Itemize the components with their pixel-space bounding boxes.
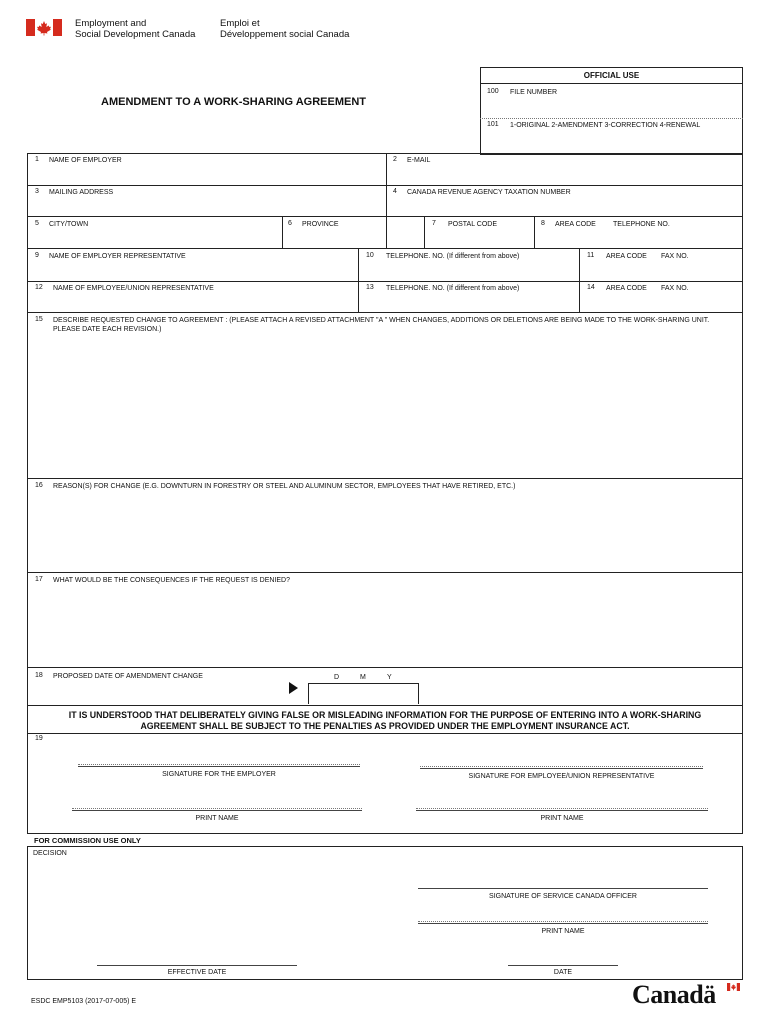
date-label: DATE: [553, 969, 573, 976]
decision-label: DECISION: [33, 850, 67, 857]
postal-code-label: POSTAL CODE: [448, 221, 498, 228]
file-number-field[interactable]: [510, 98, 735, 116]
union-telephone-field[interactable]: [384, 294, 574, 311]
city-label: CITY/TOWN: [49, 221, 89, 228]
email-label: E-MAIL: [407, 157, 431, 164]
field-number-16: 16: [35, 482, 43, 489]
telephone-field[interactable]: [554, 230, 738, 247]
rep-fax-field[interactable]: [604, 262, 738, 279]
field-number-1: 1: [35, 156, 39, 163]
mailing-address-field[interactable]: [48, 198, 378, 215]
official-use-title: OFFICIAL USE: [583, 71, 640, 80]
email-field[interactable]: [406, 166, 736, 183]
department-name-fr: [220, 18, 349, 40]
flag-icon: [727, 983, 740, 991]
employee-print-name-label: PRINT NAME: [540, 815, 584, 822]
form-title: AMENDMENT TO A WORK-SHARING AGREEMENT: [101, 96, 367, 108]
officer-print-name-label: PRINT NAME: [541, 928, 585, 935]
canada-wordmark: [632, 980, 742, 1010]
field-number-8: 8: [541, 220, 545, 227]
employer-rep-field[interactable]: [48, 262, 354, 279]
dept-en-line1: Employment and: [75, 18, 147, 29]
tax-number-field[interactable]: [406, 198, 736, 215]
effective-date-line[interactable]: [97, 965, 297, 966]
employer-name-label: NAME OF EMPLOYER: [49, 157, 122, 164]
employer-name-field[interactable]: [48, 166, 378, 183]
day-label: D: [334, 674, 340, 681]
area-code-label: AREA CODE: [555, 221, 596, 228]
field-number-10: 10: [366, 252, 374, 259]
field-number-3: 3: [35, 188, 39, 195]
month-label: M: [360, 674, 366, 681]
field-number-100: 100: [487, 88, 499, 95]
rep-area-code-label: AREA CODE: [606, 253, 647, 260]
employee-signature-label: SIGNATURE FOR EMPLOYEE/UNION REPRESENTATIVE: [468, 773, 655, 780]
dept-fr-line2: Développement social Canada: [220, 29, 350, 40]
field-number-18: 18: [35, 672, 43, 679]
employer-print-name-line[interactable]: [72, 810, 362, 811]
field-number-11: 11: [587, 252, 595, 259]
year-label: Y: [387, 674, 392, 681]
rep-telephone-label: TELEPHONE. NO. (If different from above): [386, 253, 520, 260]
officer-signature-label: SIGNATURE OF SERVICE CANADA OFFICER: [489, 893, 637, 900]
date-line[interactable]: [508, 965, 618, 966]
effective-date-label: EFFECTIVE DATE: [167, 969, 227, 976]
agreement-type-label: 1-ORIGINAL 2-AMENDMENT 3-CORRECTION 4-RENEWAL: [510, 122, 701, 129]
field-number-12: 12: [35, 284, 43, 291]
field-number-9: 9: [35, 252, 39, 259]
department-name-en: [75, 18, 195, 40]
city-field[interactable]: [48, 230, 278, 247]
employer-rep-label: NAME OF EMPLOYER REPRESENTATIVE: [49, 253, 186, 260]
province-field[interactable]: [302, 230, 420, 247]
rep-fax-label: FAX NO.: [661, 253, 689, 260]
proposed-date-label: PROPOSED DATE OF AMENDMENT CHANGE: [53, 673, 203, 680]
tax-number-label: CANADA REVENUE AGENCY TAXATION NUMBER: [407, 189, 571, 196]
field-number-14: 14: [587, 284, 595, 291]
mailing-address-label: MAILING ADDRESS: [49, 189, 114, 196]
warning-statement: IT IS UNDERSTOOD THAT DELIBERATELY GIVING FALSE OR MISLEADING INFORMATION FOR THE PURPOSE OF ENTERING INTO A WORK-SHARING AGREEMENT SHALL BE SUBJECT TO THE PENALTIES AS PROVIDED UNDER THE EMPLOYMENT INSURANCE ACT.: [68, 710, 702, 731]
union-area-code-label: AREA CODE: [606, 285, 647, 292]
field-number-13: 13: [366, 284, 374, 291]
dept-fr-line1: Emploi et: [220, 18, 260, 29]
commission-use-title: FOR COMMISSION USE ONLY: [34, 836, 141, 845]
arrow-right-icon: [289, 682, 298, 694]
field-number-15: 15: [35, 316, 43, 323]
proposed-date-field[interactable]: [308, 683, 419, 704]
consequences-field[interactable]: [48, 588, 738, 663]
reasons-label: REASON(S) FOR CHANGE (E.G. DOWNTURN IN FORESTRY OR STEEL AND ALUMINUM SECTOR, EMPLOYEES THAT HAVE RETIRED, ETC.): [53, 483, 516, 490]
requested-change-label: DESCRIBE REQUESTED CHANGE TO AGREEMENT : (PLEASE ATTACH A REVISED ATTACHMENT "A " WHEN CHANGES, ADDITIONS OR DELETIONS ARE BEING MADE TO THE WORK-SHARING UNIT. PLEASE DATE EACH REVISION.): [53, 317, 710, 333]
dept-en-line2: Social Development Canada: [75, 29, 196, 40]
employer-signature-label: SIGNATURE FOR THE EMPLOYER: [162, 771, 276, 778]
field-number-7: 7: [432, 220, 436, 227]
canada-flag-logo: [26, 19, 62, 36]
field-number-2: 2: [393, 156, 397, 163]
file-number-label: FILE NUMBER: [510, 89, 558, 96]
officer-print-name-line[interactable]: [418, 923, 708, 924]
field-number-6: 6: [288, 220, 292, 227]
field-number-4: 4: [393, 188, 397, 195]
form-code: ESDC EMP5103 (2017-07-005) E: [31, 998, 137, 1005]
rep-telephone-field[interactable]: [384, 262, 574, 279]
field-number-17: 17: [35, 576, 43, 583]
province-label: PROVINCE: [302, 221, 339, 228]
agreement-type-field[interactable]: [510, 131, 735, 151]
employer-signature-line[interactable]: [78, 766, 360, 767]
consequences-label: WHAT WOULD BE THE CONSEQUENCES IF THE REQUEST IS DENIED?: [53, 577, 291, 584]
canada-wordmark-text: Canadä: [632, 980, 716, 1009]
employee-signature-line[interactable]: [420, 768, 703, 769]
union-fax-label: FAX NO.: [661, 285, 689, 292]
telephone-label: TELEPHONE NO.: [613, 221, 670, 228]
reasons-field[interactable]: [48, 494, 738, 568]
officer-signature-line[interactable]: [418, 888, 708, 889]
field-number-5: 5: [35, 220, 39, 227]
postal-code-field[interactable]: [446, 230, 530, 247]
union-telephone-label: TELEPHONE. NO. (If different from above): [386, 285, 520, 292]
employer-print-name-label: PRINT NAME: [195, 815, 239, 822]
union-rep-label: NAME OF EMPLOYEE/UNION REPRESENTATIVE: [53, 285, 214, 292]
employee-print-name-line[interactable]: [416, 810, 708, 811]
field-number-101: 101: [487, 121, 499, 128]
union-fax-field[interactable]: [604, 294, 738, 311]
decision-field[interactable]: [33, 860, 403, 950]
field-number-19: 19: [35, 735, 43, 742]
union-rep-field[interactable]: [48, 294, 354, 311]
requested-change-field[interactable]: [48, 338, 738, 474]
